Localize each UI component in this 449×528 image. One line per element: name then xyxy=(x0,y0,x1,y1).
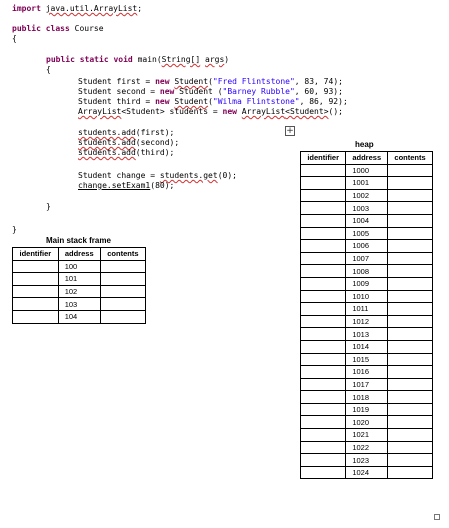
stack-address-cell: 103 xyxy=(58,298,100,311)
heap-identifier-cell[interactable] xyxy=(301,240,346,253)
heap-address-cell: 1022 xyxy=(346,441,388,454)
stack-row xyxy=(13,310,146,323)
add-second-arg: (second); xyxy=(135,138,180,147)
stack-header-row xyxy=(13,248,146,261)
main-args: args xyxy=(205,55,225,64)
heap-contents-cell[interactable] xyxy=(388,202,433,215)
heap-title: heap xyxy=(355,140,374,149)
code-line-second xyxy=(78,87,343,97)
heap-identifier-cell[interactable] xyxy=(301,391,346,404)
heap-row xyxy=(301,227,433,240)
heap-address-cell: 1015 xyxy=(346,353,388,366)
code-line-third: Student third = new Student("Wilma Flintstone", 86, 92); xyxy=(78,97,348,106)
heap-contents-cell[interactable] xyxy=(388,164,433,177)
class-close-brace: } xyxy=(12,225,17,234)
heap-identifier-cell[interactable] xyxy=(301,340,346,353)
heap-contents-cell[interactable] xyxy=(388,277,433,290)
list-decl: <Student> students = xyxy=(121,107,223,116)
heap-contents-cell[interactable] xyxy=(388,391,433,404)
heap-row xyxy=(301,466,433,479)
first-type: Student xyxy=(174,77,209,86)
main-method-name: main( xyxy=(137,55,162,64)
heap-address-cell: 1020 xyxy=(346,416,388,429)
move-handle-icon[interactable]: + xyxy=(286,126,294,136)
heap-contents-cell[interactable] xyxy=(388,303,433,316)
add-first-call: students.add xyxy=(78,128,136,137)
main-public-keyword: public xyxy=(46,55,75,64)
class-name: Course xyxy=(74,24,104,33)
heap-header-contents: contents xyxy=(388,152,433,165)
second-rest: , 60, 93); xyxy=(294,87,343,96)
stack-contents-cell[interactable] xyxy=(100,310,145,323)
heap-row xyxy=(301,366,433,379)
heap-address-cell: 1007 xyxy=(346,252,388,265)
stack-identifier-cell[interactable] xyxy=(13,273,59,286)
heap-address-cell: 1002 xyxy=(346,189,388,202)
heap-row xyxy=(301,403,433,416)
list-type: ArrayList xyxy=(78,107,122,116)
stack-contents-cell[interactable] xyxy=(100,273,145,286)
heap-identifier-cell[interactable] xyxy=(301,277,346,290)
first-string: "Fred Flintstone" xyxy=(212,77,295,86)
heap-address-cell: 1011 xyxy=(346,303,388,316)
heap-contents-cell[interactable] xyxy=(388,189,433,202)
heap-address-cell: 1008 xyxy=(346,265,388,278)
third-decl: Student third = xyxy=(78,97,156,106)
main-static-keyword: static xyxy=(79,55,109,64)
stack-address-cell: 102 xyxy=(58,285,100,298)
stack-header-contents: contents xyxy=(100,248,145,261)
heap-address-cell: 1018 xyxy=(346,391,388,404)
set-exam-call: change.setExam1 xyxy=(78,181,151,190)
heap-row xyxy=(301,214,433,227)
heap-row xyxy=(301,240,433,253)
second-type: Student ( xyxy=(174,87,223,96)
first-decl: Student first = xyxy=(78,77,156,86)
heap-identifier-cell[interactable] xyxy=(301,265,346,278)
heap-contents-cell[interactable] xyxy=(388,227,433,240)
heap-row xyxy=(301,353,433,366)
heap-address-cell: 1016 xyxy=(346,366,388,379)
heap-row xyxy=(301,202,433,215)
heap-address-cell: 1000 xyxy=(346,164,388,177)
heap-address-cell: 1004 xyxy=(346,214,388,227)
heap-identifier-cell[interactable] xyxy=(301,252,346,265)
main-declaration xyxy=(46,55,229,65)
class-public-keyword: public xyxy=(12,24,41,33)
heap-contents-cell[interactable] xyxy=(388,441,433,454)
add-second-call: students.add xyxy=(78,138,136,147)
heap-row xyxy=(301,378,433,391)
stack-contents-cell[interactable] xyxy=(100,298,145,311)
heap-row xyxy=(301,328,433,341)
second-new-keyword: new xyxy=(159,87,175,96)
heap-header-identifier: identifier xyxy=(301,152,346,165)
heap-contents-cell[interactable] xyxy=(388,214,433,227)
heap-address-cell: 1001 xyxy=(346,177,388,190)
first-new-keyword: new xyxy=(155,77,170,86)
third-string: "Wilma Flintstone" xyxy=(212,97,300,106)
list-type-2: ArrayList xyxy=(241,107,286,116)
change-decl: Student change = xyxy=(78,171,160,180)
stack-contents-cell[interactable] xyxy=(100,285,145,298)
import-line xyxy=(12,4,142,14)
heap-identifier-cell[interactable] xyxy=(301,189,346,202)
stack-frame-table xyxy=(12,247,146,324)
stack-row xyxy=(13,273,146,286)
third-new-keyword: new xyxy=(155,97,170,106)
heap-identifier-cell[interactable] xyxy=(301,466,346,479)
code-line-add-first xyxy=(78,128,174,138)
heap-address-cell: 1019 xyxy=(346,403,388,416)
heap-identifier-cell[interactable] xyxy=(301,328,346,341)
class-declaration xyxy=(12,24,104,34)
heap-table xyxy=(300,151,433,479)
heap-contents-cell[interactable] xyxy=(388,252,433,265)
heap-identifier-cell[interactable] xyxy=(301,366,346,379)
heap-contents-cell[interactable] xyxy=(388,416,433,429)
add-third-call: students.add xyxy=(78,148,136,157)
heap-address-cell: 1005 xyxy=(346,227,388,240)
third-type: Student xyxy=(174,97,209,106)
heap-identifier-cell[interactable] xyxy=(301,214,346,227)
heap-address-cell: 1024 xyxy=(346,466,388,479)
heap-address-cell: 1023 xyxy=(346,454,388,467)
heap-row xyxy=(301,164,433,177)
heap-identifier-cell[interactable] xyxy=(301,403,346,416)
heap-identifier-cell[interactable] xyxy=(301,202,346,215)
heap-address-cell: 1003 xyxy=(346,202,388,215)
third-rest: , 86, 92); xyxy=(299,97,348,106)
code-line-set xyxy=(78,181,174,191)
heap-identifier-cell[interactable] xyxy=(301,290,346,303)
add-third-arg: (third); xyxy=(135,148,175,157)
heap-contents-cell[interactable] xyxy=(388,265,433,278)
list-tail: (); xyxy=(328,107,343,116)
heap-header-address: address xyxy=(346,152,388,165)
heap-row xyxy=(301,441,433,454)
heap-contents-cell[interactable] xyxy=(388,454,433,467)
heap-row xyxy=(301,429,433,442)
second-decl: Student second = xyxy=(78,87,160,96)
heap-address-cell: 1014 xyxy=(346,340,388,353)
heap-contents-cell[interactable] xyxy=(388,240,433,253)
class-keyword: class xyxy=(45,24,70,33)
heap-address-cell: 1006 xyxy=(346,240,388,253)
code-line-add-second xyxy=(78,138,179,148)
resize-handle-icon[interactable] xyxy=(434,514,440,520)
stack-frame-title: Main stack frame xyxy=(46,236,111,245)
main-void-keyword: void xyxy=(113,55,133,64)
second-string: "Barney Rubble" xyxy=(222,87,295,96)
heap-row xyxy=(301,340,433,353)
heap-identifier-cell[interactable] xyxy=(301,441,346,454)
heap-identifier-cell[interactable] xyxy=(301,416,346,429)
code-line-change xyxy=(78,171,237,181)
first-rest: , 83, 74); xyxy=(294,77,343,86)
heap-contents-cell[interactable] xyxy=(388,315,433,328)
main-close-brace: } xyxy=(46,202,51,211)
heap-row xyxy=(301,252,433,265)
heap-row xyxy=(301,303,433,316)
heap-contents-cell[interactable] xyxy=(388,466,433,479)
heap-contents-cell[interactable] xyxy=(388,328,433,341)
heap-row xyxy=(301,265,433,278)
set-exam-arg: (80); xyxy=(150,181,175,190)
list-generic: <Student> xyxy=(285,107,329,116)
heap-address-cell: 1017 xyxy=(346,378,388,391)
add-first-arg: (first); xyxy=(135,128,175,137)
heap-contents-cell[interactable] xyxy=(388,290,433,303)
heap-address-cell: 1013 xyxy=(346,328,388,341)
list-new-keyword: new xyxy=(222,107,237,116)
heap-identifier-cell[interactable] xyxy=(301,303,346,316)
stack-row xyxy=(13,298,146,311)
change-get-call: students.get xyxy=(159,171,218,180)
heap-identifier-cell[interactable] xyxy=(301,429,346,442)
stack-contents-cell[interactable] xyxy=(100,260,145,273)
heap-contents-cell[interactable] xyxy=(388,378,433,391)
stack-address-cell: 104 xyxy=(58,310,100,323)
heap-row xyxy=(301,277,433,290)
heap-row xyxy=(301,315,433,328)
heap-identifier-cell[interactable] xyxy=(301,378,346,391)
stack-address-cell: 100 xyxy=(58,260,100,273)
import-semicolon: ; xyxy=(137,4,143,13)
main-open-brace: { xyxy=(46,65,51,74)
heap-row xyxy=(301,290,433,303)
heap-address-cell: 1012 xyxy=(346,315,388,328)
heap-row xyxy=(301,416,433,429)
heap-identifier-cell[interactable] xyxy=(301,227,346,240)
change-get-arg: (0); xyxy=(217,171,237,180)
heap-header-row xyxy=(301,152,433,165)
heap-address-cell: 1009 xyxy=(346,277,388,290)
class-open-brace: { xyxy=(12,34,17,43)
stack-identifier-cell[interactable] xyxy=(13,310,59,323)
heap-address-cell: 1010 xyxy=(346,290,388,303)
code-line-list xyxy=(78,107,343,117)
code-line-first: Student first = new Student("Fred Flintstone", 83, 74); xyxy=(78,77,343,86)
import-keyword: import xyxy=(12,4,41,13)
heap-contents-cell[interactable] xyxy=(388,353,433,366)
heap-row xyxy=(301,454,433,467)
heap-row xyxy=(301,391,433,404)
heap-contents-cell[interactable] xyxy=(388,340,433,353)
heap-identifier-cell[interactable] xyxy=(301,164,346,177)
heap-contents-cell[interactable] xyxy=(388,177,433,190)
stack-identifier-cell[interactable] xyxy=(13,260,59,273)
heap-identifier-cell[interactable] xyxy=(301,353,346,366)
heap-address-cell: 1021 xyxy=(346,429,388,442)
heap-contents-cell[interactable] xyxy=(388,429,433,442)
stack-header-identifier: identifier xyxy=(13,248,59,261)
main-close-paren: ) xyxy=(224,55,230,64)
heap-row xyxy=(301,177,433,190)
heap-contents-cell[interactable] xyxy=(388,366,433,379)
stack-row xyxy=(13,260,146,273)
stack-header-address: address xyxy=(58,248,100,261)
import-package: java.util.ArrayList xyxy=(45,4,138,13)
stack-identifier-cell[interactable] xyxy=(13,285,59,298)
heap-identifier-cell[interactable] xyxy=(301,177,346,190)
stack-address-cell: 101 xyxy=(58,273,100,286)
main-string-type: String[] xyxy=(161,55,201,64)
heap-row xyxy=(301,189,433,202)
heap-identifier-cell[interactable] xyxy=(301,315,346,328)
heap-contents-cell[interactable] xyxy=(388,403,433,416)
stack-row xyxy=(13,285,146,298)
stack-identifier-cell[interactable] xyxy=(13,298,59,311)
code-line-add-third xyxy=(78,148,174,158)
heap-identifier-cell[interactable] xyxy=(301,454,346,467)
